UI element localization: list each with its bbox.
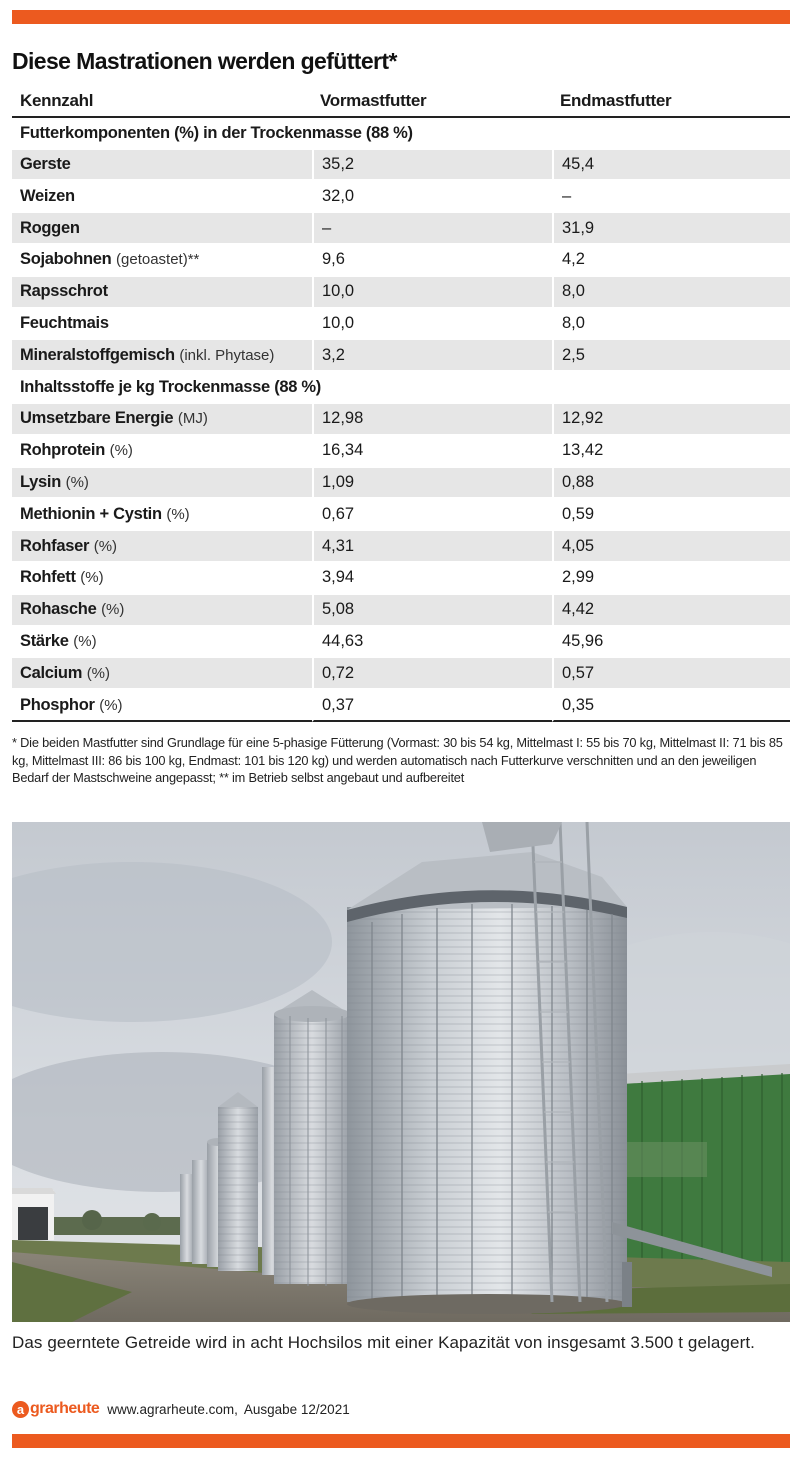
section-title: Futterkomponenten (%) in der Trockenmasse (88 %)	[12, 118, 790, 150]
section-header-row	[12, 372, 790, 404]
endmast-value: 4,42	[552, 595, 790, 627]
row-label: Weizen	[20, 186, 75, 205]
table-row	[12, 277, 790, 309]
row-label: Mineralstoffgemisch	[20, 345, 175, 364]
website-link[interactable]: www.agrarheute.com,	[107, 1401, 238, 1417]
vormast-value: 1,09	[312, 468, 552, 500]
row-label-cell	[12, 150, 312, 182]
row-label-cell	[12, 499, 312, 531]
vormast-value: 0,67	[312, 499, 552, 531]
bottom-accent-bar	[12, 1434, 790, 1448]
row-label: Umsetzbare Energie	[20, 409, 174, 428]
endmast-value: 0,59	[552, 499, 790, 531]
row-unit: (inkl. Phytase)	[179, 346, 275, 364]
vormast-value: 32,0	[312, 181, 552, 213]
vormast-value: –	[312, 213, 552, 245]
silo-photo	[12, 822, 790, 1322]
vormast-value: 4,31	[312, 531, 552, 563]
table-row	[12, 531, 790, 563]
issue-label: Ausgabe 12/2021	[243, 1401, 350, 1417]
vormast-value: 10,0	[312, 309, 552, 341]
vormast-value: 9,6	[312, 245, 552, 277]
endmast-value: 8,0	[552, 309, 790, 341]
row-label-cell	[12, 340, 312, 372]
row-unit: (%)	[109, 442, 133, 460]
photo-caption: Das geerntete Getreide wird in acht Hochsilos mit einer Kapazität von insgesamt 3.500 t gelagert.	[12, 1333, 755, 1352]
row-label-cell	[12, 690, 312, 722]
row-label: Sojabohnen	[20, 250, 112, 269]
endmast-value: 31,9	[552, 213, 790, 245]
vormast-value: 44,63	[312, 627, 552, 659]
table-row	[12, 595, 790, 627]
top-accent-bar	[12, 10, 790, 24]
vormast-value: 12,98	[312, 404, 552, 436]
row-label: Feuchtmais	[20, 313, 109, 332]
column-header-kennzahl: Kennzahl	[12, 86, 312, 118]
agrarheute-logo	[12, 1400, 99, 1418]
table-row	[12, 468, 790, 500]
section-header-row	[12, 118, 790, 150]
row-label: Rapsschrot	[20, 282, 108, 301]
row-label: Rohfaser	[20, 536, 90, 555]
endmast-value: 4,05	[552, 531, 790, 563]
row-label: Stärke	[20, 631, 69, 650]
endmast-value: 8,0	[552, 277, 790, 309]
endmast-value: 0,35	[552, 690, 790, 722]
row-unit: (%)	[93, 537, 118, 555]
vormast-value: 0,37	[312, 690, 552, 722]
table-row	[12, 658, 790, 690]
row-unit: (%)	[73, 632, 97, 650]
table-row	[12, 627, 790, 659]
endmast-value: 0,57	[552, 658, 790, 690]
row-label-cell	[12, 531, 312, 563]
row-label: Calcium	[20, 663, 83, 682]
table-row	[12, 404, 790, 436]
footnote: * Die beiden Mastfutter sind Grundlage für eine 5-phasige Fütterung (Vormast: 30 bis 54 kg, Mittelmast I: 55 bis 70 kg, Mittelmast II: 71 bis 85 kg, Mittelmast III: 86 bis 100 kg, Endmast: 101 bis 120 kg) und werden automatisch nach Futterkurve verschnitten und an den jeweiligen Bedarf der Mastschweine angepasst; ** im Betrieb selbst angebaut und aufbereitet	[12, 735, 783, 785]
endmast-value: 4,2	[552, 245, 790, 277]
section-title: Inhaltsstoffe je kg Trockenmasse (88 %)	[12, 372, 790, 404]
logo-text: grarheute	[30, 1400, 100, 1417]
table-row	[12, 181, 790, 213]
row-label: Gerste	[20, 154, 71, 173]
table-header-row	[12, 86, 790, 118]
vormast-value: 3,94	[312, 563, 552, 595]
row-label-cell	[12, 627, 312, 659]
vormast-value: 16,34	[312, 436, 552, 468]
table-row	[12, 436, 790, 468]
row-unit: (%)	[166, 505, 190, 523]
row-label: Rohfett	[20, 568, 76, 587]
endmast-value: 2,5	[552, 340, 790, 372]
row-label: Rohasche	[20, 600, 97, 619]
table-row	[12, 245, 790, 277]
row-label: Roggen	[20, 218, 80, 237]
row-label-cell	[12, 404, 312, 436]
table-row	[12, 690, 790, 722]
column-header-endmast: Endmastfutter	[552, 86, 790, 118]
table-row	[12, 499, 790, 531]
table-row	[12, 563, 790, 595]
footer	[12, 1398, 350, 1420]
row-label-cell	[12, 181, 312, 213]
row-label: Methionin + Cystin	[20, 504, 162, 523]
row-unit: (getoastet)**	[116, 251, 200, 269]
vormast-value: 10,0	[312, 277, 552, 309]
row-label-cell	[12, 309, 312, 341]
endmast-value: 45,4	[552, 150, 790, 182]
feed-table	[12, 86, 790, 722]
vormast-value: 3,2	[312, 340, 552, 372]
vormast-value: 5,08	[312, 595, 552, 627]
row-unit: (%)	[80, 569, 104, 587]
vormast-value: 0,72	[312, 658, 552, 690]
row-unit: (%)	[101, 601, 125, 619]
row-unit: (%)	[86, 664, 111, 682]
logo-mark-icon: a	[12, 1401, 29, 1418]
row-label-cell	[12, 468, 312, 500]
row-unit: (%)	[99, 696, 123, 714]
row-unit: (MJ)	[177, 410, 208, 428]
row-label-cell	[12, 245, 312, 277]
table-row	[12, 340, 790, 372]
row-label-cell	[12, 563, 312, 595]
row-unit: (%)	[65, 473, 89, 491]
endmast-value: –	[552, 181, 790, 213]
row-label-cell	[12, 658, 312, 690]
vormast-value: 35,2	[312, 150, 552, 182]
row-label: Phosphor	[20, 695, 95, 714]
row-label: Lysin	[20, 472, 61, 491]
column-header-vormast: Vormastfutter	[312, 86, 552, 118]
table-row	[12, 150, 790, 182]
page-title: Diese Mastrationen werden gefüttert*	[12, 48, 397, 74]
endmast-value: 13,42	[552, 436, 790, 468]
row-label-cell	[12, 595, 312, 627]
endmast-value: 0,88	[552, 468, 790, 500]
endmast-value: 45,96	[552, 627, 790, 659]
row-label-cell	[12, 277, 312, 309]
endmast-value: 12,92	[552, 404, 790, 436]
row-label-cell	[12, 436, 312, 468]
table-row	[12, 309, 790, 341]
row-label-cell	[12, 213, 312, 245]
row-label: Rohprotein	[20, 441, 105, 460]
table-row	[12, 213, 790, 245]
endmast-value: 2,99	[552, 563, 790, 595]
